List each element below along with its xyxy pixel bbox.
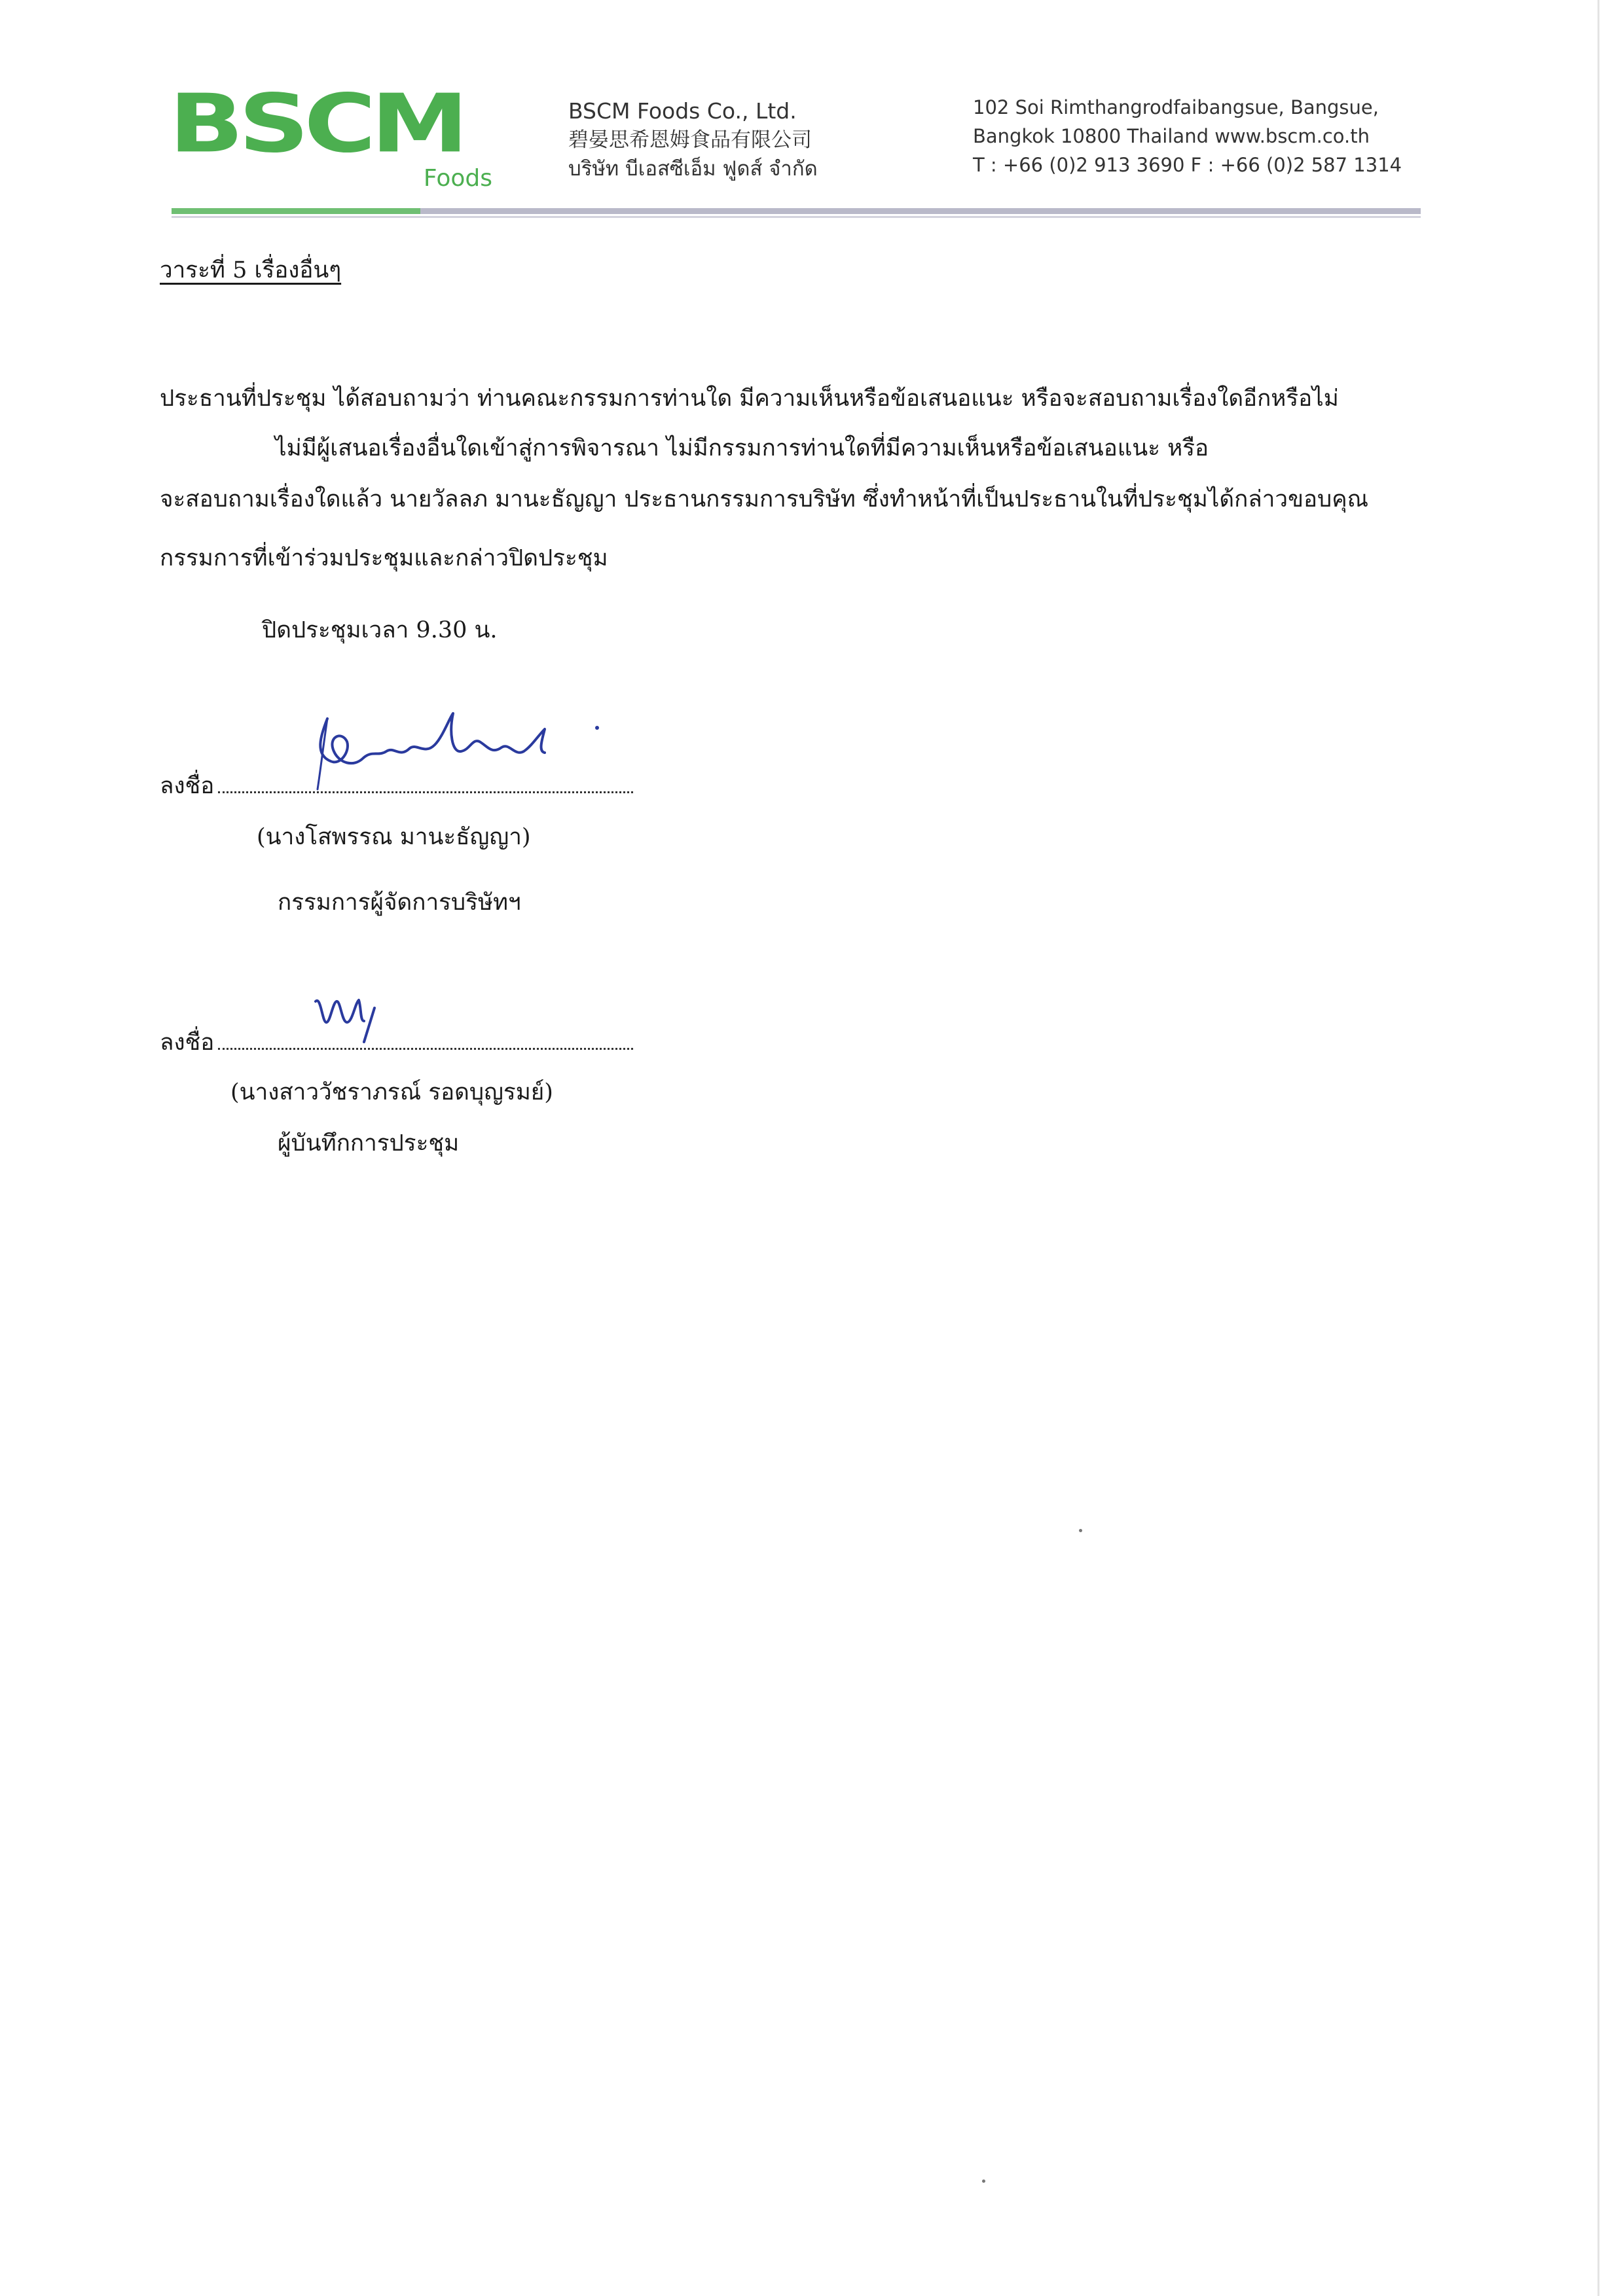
signer-2-name: (นางสาววัชราภรณ์ รอดบุญรมย์) [230,1079,553,1105]
letterhead-rule [172,208,1421,214]
signer-1-name: (นางโสพรรณ มานะธัญญา) [257,824,531,850]
paragraph-1: ประธานที่ประชุม ได้สอบถามว่า ท่านคณะกรรมการท่านใด มีความเห็นหรือข้อเสนอแนะ หรือจะสอบถามเรื่องใดอีกหรือไม่ [160,386,1339,412]
scan-edge-line [1597,0,1599,2296]
logo-text: BSCM [169,77,464,171]
agenda-heading: วาระที่ 5 เรื่องอื่นๆ [160,257,342,283]
company-name-block [568,97,935,183]
company-name-en: BSCM Foods Co., Ltd. [568,98,797,124]
company-name-th: บริษัท บีเอสซีเอ็ม ฟูดส์ จำกัด [568,157,818,181]
scan-speck [1079,1529,1082,1532]
signature-2-line [160,1026,633,1059]
signature-2-dotted-line [218,1041,633,1050]
paragraph-2-line-2: จะสอบถามเรื่องใดแล้ว นายวัลลภ มานะธัญญา ประธานกรรมการบริษัท ซึ่งทำหน้าที่เป็นประธานในที่ประชุมได้กล่าวขอบคุณ [160,486,1369,512]
sign-label-1: ลงชื่อ [160,773,215,799]
signer-2-title: ผู้บันทึกการประชุม [278,1130,460,1157]
closing-time: ปิดประชุมเวลา 9.30 น. [262,617,498,643]
scan-speck [982,2179,985,2183]
sign-label-2: ลงชื่อ [160,1030,215,1056]
paragraph-2-line-3: กรรมการที่เข้าร่วมประชุมและกล่าวปิดประชุม [160,545,608,571]
address-block [973,93,1444,179]
contact-line: T : +66 (0)2 913 3690 F : +66 (0)2 587 1314 [973,154,1402,176]
address-line-1: 102 Soi Rimthangrodfaibangsue, Bangsue, [973,96,1379,118]
company-logo [169,77,496,202]
paragraph-2-line-1: ไม่มีผู้เสนอเรื่องอื่นใดเข้าสู่การพิจารณา ไม่มีกรรมการท่านใดที่มีความเห็นหรือข้อเสนอแนะ หรือ [275,435,1209,461]
signature-1-line [160,770,633,802]
address-line-2: Bangkok 10800 Thailand www.bscm.co.th [973,125,1370,147]
logo-subtext: Foods [423,165,492,192]
signature-1-dotted-line [218,785,633,793]
signer-1-title: กรรมการผู้จัดการบริษัทฯ [278,889,521,916]
letterhead-rule-thin [172,216,1421,218]
company-name-cn: 碧晏思希恩姆食品有限公司 [568,128,812,152]
